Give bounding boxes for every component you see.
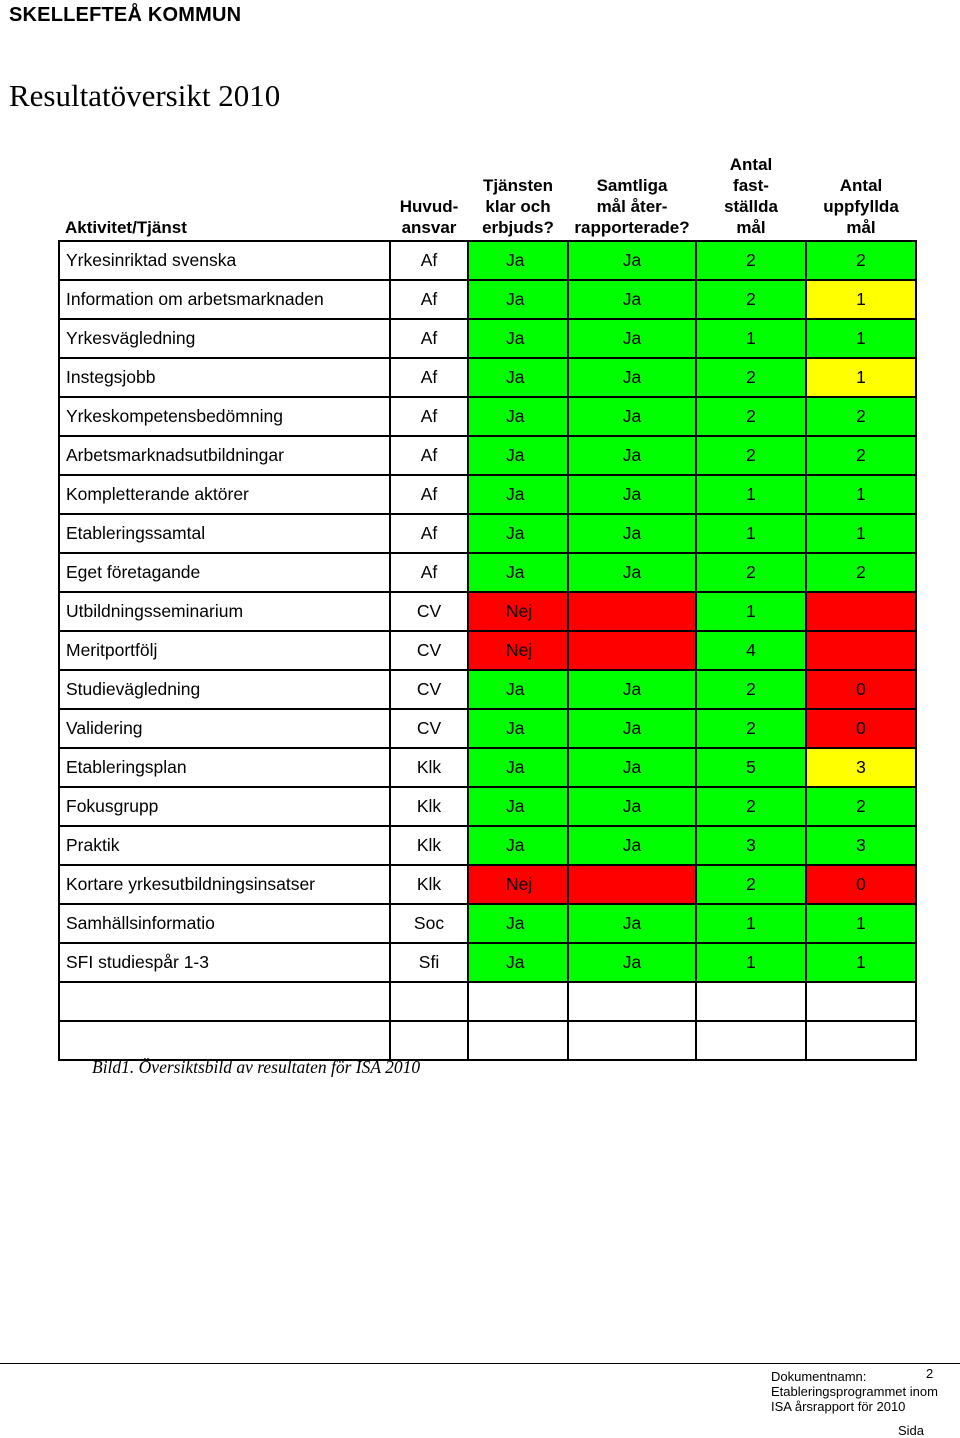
cell-met-goals: 1 bbox=[806, 280, 916, 319]
cell-offered: Ja bbox=[468, 709, 568, 748]
cell-reported: Ja bbox=[568, 241, 696, 280]
cell-met-goals: 1 bbox=[806, 475, 916, 514]
col-header-line: mål bbox=[846, 218, 876, 237]
cell-set-goals bbox=[696, 982, 806, 1021]
cell-set-goals: 2 bbox=[696, 670, 806, 709]
col-header-line: Huvud- bbox=[399, 197, 459, 216]
cell-reported bbox=[568, 865, 696, 904]
cell-activity: Yrkesinriktad svenska bbox=[59, 241, 390, 280]
table-row bbox=[59, 904, 916, 943]
cell-offered: Ja bbox=[468, 670, 568, 709]
cell-met-goals: 0 bbox=[806, 709, 916, 748]
cell-met-goals bbox=[806, 1021, 916, 1060]
cell-met-goals: 2 bbox=[806, 241, 916, 280]
table-row bbox=[59, 592, 916, 631]
cell-set-goals: 2 bbox=[696, 358, 806, 397]
cell-met-goals: 1 bbox=[806, 358, 916, 397]
cell-offered: Ja bbox=[468, 787, 568, 826]
cell-activity: Utbildningsseminarium bbox=[59, 592, 390, 631]
col-header-line: rapporterade? bbox=[574, 218, 690, 237]
table-row bbox=[59, 943, 916, 982]
cell-reported: Ja bbox=[568, 553, 696, 592]
figure-caption: Bild1. Översiktsbild av resultaten för ISA 2010 bbox=[92, 1057, 421, 1077]
cell-met-goals: 0 bbox=[806, 670, 916, 709]
cell-responsible: Af bbox=[390, 358, 468, 397]
cell-reported: Ja bbox=[568, 358, 696, 397]
cell-activity: Kortare yrkesutbildningsinsatser bbox=[59, 865, 390, 904]
cell-reported: Ja bbox=[568, 397, 696, 436]
cell-responsible: Af bbox=[390, 514, 468, 553]
cell-reported: Ja bbox=[568, 826, 696, 865]
cell-met-goals: 2 bbox=[806, 553, 916, 592]
cell-reported: Ja bbox=[568, 943, 696, 982]
cell-responsible: Soc bbox=[390, 904, 468, 943]
cell-offered: Ja bbox=[468, 514, 568, 553]
cell-responsible: Af bbox=[390, 553, 468, 592]
cell-met-goals bbox=[806, 982, 916, 1021]
cell-reported bbox=[568, 631, 696, 670]
cell-met-goals: 3 bbox=[806, 826, 916, 865]
col-header-offered bbox=[468, 140, 568, 241]
cell-responsible: Klk bbox=[390, 826, 468, 865]
cell-reported: Ja bbox=[568, 787, 696, 826]
table-header-row bbox=[59, 140, 916, 241]
col-header-line: Aktivitet/Tjänst bbox=[65, 218, 187, 237]
cell-activity: Eget företagande bbox=[59, 553, 390, 592]
col-header-line: erbjuds? bbox=[482, 218, 554, 237]
cell-set-goals: 2 bbox=[696, 787, 806, 826]
table-row bbox=[59, 436, 916, 475]
footer-line-document-name: Dokumentnamn: bbox=[771, 1369, 867, 1384]
cell-met-goals: 0 bbox=[806, 865, 916, 904]
table-row bbox=[59, 280, 916, 319]
cell-responsible: CV bbox=[390, 592, 468, 631]
cell-offered bbox=[468, 1021, 568, 1060]
cell-met-goals: 1 bbox=[806, 904, 916, 943]
cell-activity: Yrkesvägledning bbox=[59, 319, 390, 358]
cell-offered: Nej bbox=[468, 865, 568, 904]
cell-met-goals: 1 bbox=[806, 319, 916, 358]
cell-met-goals bbox=[806, 592, 916, 631]
col-header-line: fast- bbox=[733, 176, 769, 195]
cell-offered: Ja bbox=[468, 280, 568, 319]
table-row bbox=[59, 631, 916, 670]
cell-offered: Nej bbox=[468, 592, 568, 631]
cell-met-goals: 2 bbox=[806, 397, 916, 436]
col-header-line: mål åter- bbox=[596, 197, 668, 216]
table-row bbox=[59, 475, 916, 514]
table-row bbox=[59, 865, 916, 904]
cell-set-goals: 2 bbox=[696, 709, 806, 748]
cell-reported: Ja bbox=[568, 748, 696, 787]
col-header-line: Tjänsten bbox=[483, 176, 553, 195]
table-row bbox=[59, 982, 916, 1021]
cell-activity: SFI studiespår 1-3 bbox=[59, 943, 390, 982]
cell-responsible: Af bbox=[390, 475, 468, 514]
table-row bbox=[59, 670, 916, 709]
table-row bbox=[59, 358, 916, 397]
cell-offered: Ja bbox=[468, 436, 568, 475]
cell-responsible: CV bbox=[390, 709, 468, 748]
cell-activity: Studievägledning bbox=[59, 670, 390, 709]
col-header-line: ställda bbox=[724, 197, 778, 216]
col-header-line: klar och bbox=[485, 197, 551, 216]
cell-met-goals: 1 bbox=[806, 514, 916, 553]
cell-set-goals: 2 bbox=[696, 553, 806, 592]
cell-set-goals: 2 bbox=[696, 280, 806, 319]
col-header-met-goals bbox=[806, 140, 916, 241]
cell-reported: Ja bbox=[568, 475, 696, 514]
cell-activity: Kompletterande aktörer bbox=[59, 475, 390, 514]
page-title: Resultatöversikt 2010 bbox=[9, 78, 281, 113]
table-row bbox=[59, 514, 916, 553]
cell-activity: Validering bbox=[59, 709, 390, 748]
cell-responsible: CV bbox=[390, 670, 468, 709]
cell-responsible: Af bbox=[390, 241, 468, 280]
cell-offered: Ja bbox=[468, 748, 568, 787]
footer-line-program: Etableringsprogrammet inom bbox=[771, 1384, 938, 1399]
footer-line-report: ISA årsrapport för 2010 bbox=[771, 1399, 906, 1414]
cell-set-goals: 1 bbox=[696, 943, 806, 982]
cell-met-goals bbox=[806, 631, 916, 670]
table-row bbox=[59, 319, 916, 358]
cell-activity: Etableringssamtal bbox=[59, 514, 390, 553]
col-header-line: uppfyllda bbox=[823, 197, 899, 216]
footer-sida-label: Sida bbox=[898, 1423, 925, 1438]
cell-met-goals: 2 bbox=[806, 436, 916, 475]
table-row bbox=[59, 787, 916, 826]
col-header-reported bbox=[568, 140, 696, 241]
cell-reported: Ja bbox=[568, 319, 696, 358]
cell-responsible: Klk bbox=[390, 865, 468, 904]
cell-activity: Etableringsplan bbox=[59, 748, 390, 787]
cell-set-goals: 2 bbox=[696, 397, 806, 436]
cell-responsible: CV bbox=[390, 631, 468, 670]
cell-offered: Ja bbox=[468, 358, 568, 397]
col-header-set-goals bbox=[696, 140, 806, 241]
cell-set-goals bbox=[696, 1021, 806, 1060]
table-row bbox=[59, 709, 916, 748]
cell-reported bbox=[568, 592, 696, 631]
cell-set-goals: 2 bbox=[696, 241, 806, 280]
cell-offered: Ja bbox=[468, 904, 568, 943]
cell-offered: Ja bbox=[468, 826, 568, 865]
table-row bbox=[59, 1021, 916, 1060]
cell-set-goals: 1 bbox=[696, 319, 806, 358]
cell-met-goals: 2 bbox=[806, 787, 916, 826]
cell-reported: Ja bbox=[568, 280, 696, 319]
col-header-line: Antal bbox=[839, 176, 883, 195]
cell-responsible bbox=[390, 1021, 468, 1060]
col-header-responsible bbox=[390, 140, 468, 241]
cell-activity: Samhällsinformatio bbox=[59, 904, 390, 943]
organization-name: SKELLEFTEÅ KOMMUN bbox=[9, 4, 242, 26]
cell-activity: Yrkeskompetensbedömning bbox=[59, 397, 390, 436]
cell-reported bbox=[568, 1021, 696, 1060]
table-row bbox=[59, 241, 916, 280]
cell-set-goals: 3 bbox=[696, 826, 806, 865]
cell-reported: Ja bbox=[568, 514, 696, 553]
cell-set-goals: 2 bbox=[696, 436, 806, 475]
cell-activity: Praktik bbox=[59, 826, 390, 865]
cell-reported: Ja bbox=[568, 709, 696, 748]
cell-offered: Ja bbox=[468, 943, 568, 982]
cell-set-goals: 1 bbox=[696, 514, 806, 553]
table-row bbox=[59, 826, 916, 865]
cell-activity: Meritportfölj bbox=[59, 631, 390, 670]
cell-met-goals: 1 bbox=[806, 943, 916, 982]
cell-set-goals: 1 bbox=[696, 592, 806, 631]
cell-activity: Arbetsmarknadsutbildningar bbox=[59, 436, 390, 475]
cell-responsible: Af bbox=[390, 319, 468, 358]
cell-responsible: Af bbox=[390, 436, 468, 475]
table-row bbox=[59, 748, 916, 787]
cell-responsible: Klk bbox=[390, 787, 468, 826]
cell-set-goals: 1 bbox=[696, 904, 806, 943]
cell-set-goals: 1 bbox=[696, 475, 806, 514]
cell-responsible: Klk bbox=[390, 748, 468, 787]
cell-set-goals: 4 bbox=[696, 631, 806, 670]
cell-offered bbox=[468, 982, 568, 1021]
cell-responsible: Af bbox=[390, 280, 468, 319]
cell-activity: Information om arbetsmarknaden bbox=[59, 280, 390, 319]
results-table bbox=[58, 140, 917, 1061]
col-header-line: Samtliga bbox=[596, 176, 668, 195]
table-row bbox=[59, 553, 916, 592]
footer-divider-right bbox=[730, 1363, 960, 1364]
cell-reported: Ja bbox=[568, 904, 696, 943]
cell-offered: Ja bbox=[468, 241, 568, 280]
cell-responsible: Af bbox=[390, 397, 468, 436]
cell-activity: Fokusgrupp bbox=[59, 787, 390, 826]
cell-set-goals: 2 bbox=[696, 865, 806, 904]
table-row bbox=[59, 397, 916, 436]
cell-activity bbox=[59, 1021, 390, 1060]
col-header-line: mål bbox=[736, 218, 766, 237]
cell-reported bbox=[568, 982, 696, 1021]
cell-reported: Ja bbox=[568, 436, 696, 475]
cell-activity bbox=[59, 982, 390, 1021]
cell-offered: Ja bbox=[468, 475, 568, 514]
cell-activity: Instegsjobb bbox=[59, 358, 390, 397]
cell-offered: Nej bbox=[468, 631, 568, 670]
page-number: 2 bbox=[926, 1366, 934, 1381]
cell-responsible: Sfi bbox=[390, 943, 468, 982]
col-header-line: Antal bbox=[729, 155, 773, 174]
cell-offered: Ja bbox=[468, 397, 568, 436]
cell-reported: Ja bbox=[568, 670, 696, 709]
cell-set-goals: 5 bbox=[696, 748, 806, 787]
cell-met-goals: 3 bbox=[806, 748, 916, 787]
col-header-activity bbox=[59, 140, 390, 241]
cell-offered: Ja bbox=[468, 553, 568, 592]
cell-offered: Ja bbox=[468, 319, 568, 358]
col-header-line: ansvar bbox=[401, 218, 457, 237]
cell-responsible bbox=[390, 982, 468, 1021]
footer-divider-left bbox=[0, 1363, 730, 1364]
